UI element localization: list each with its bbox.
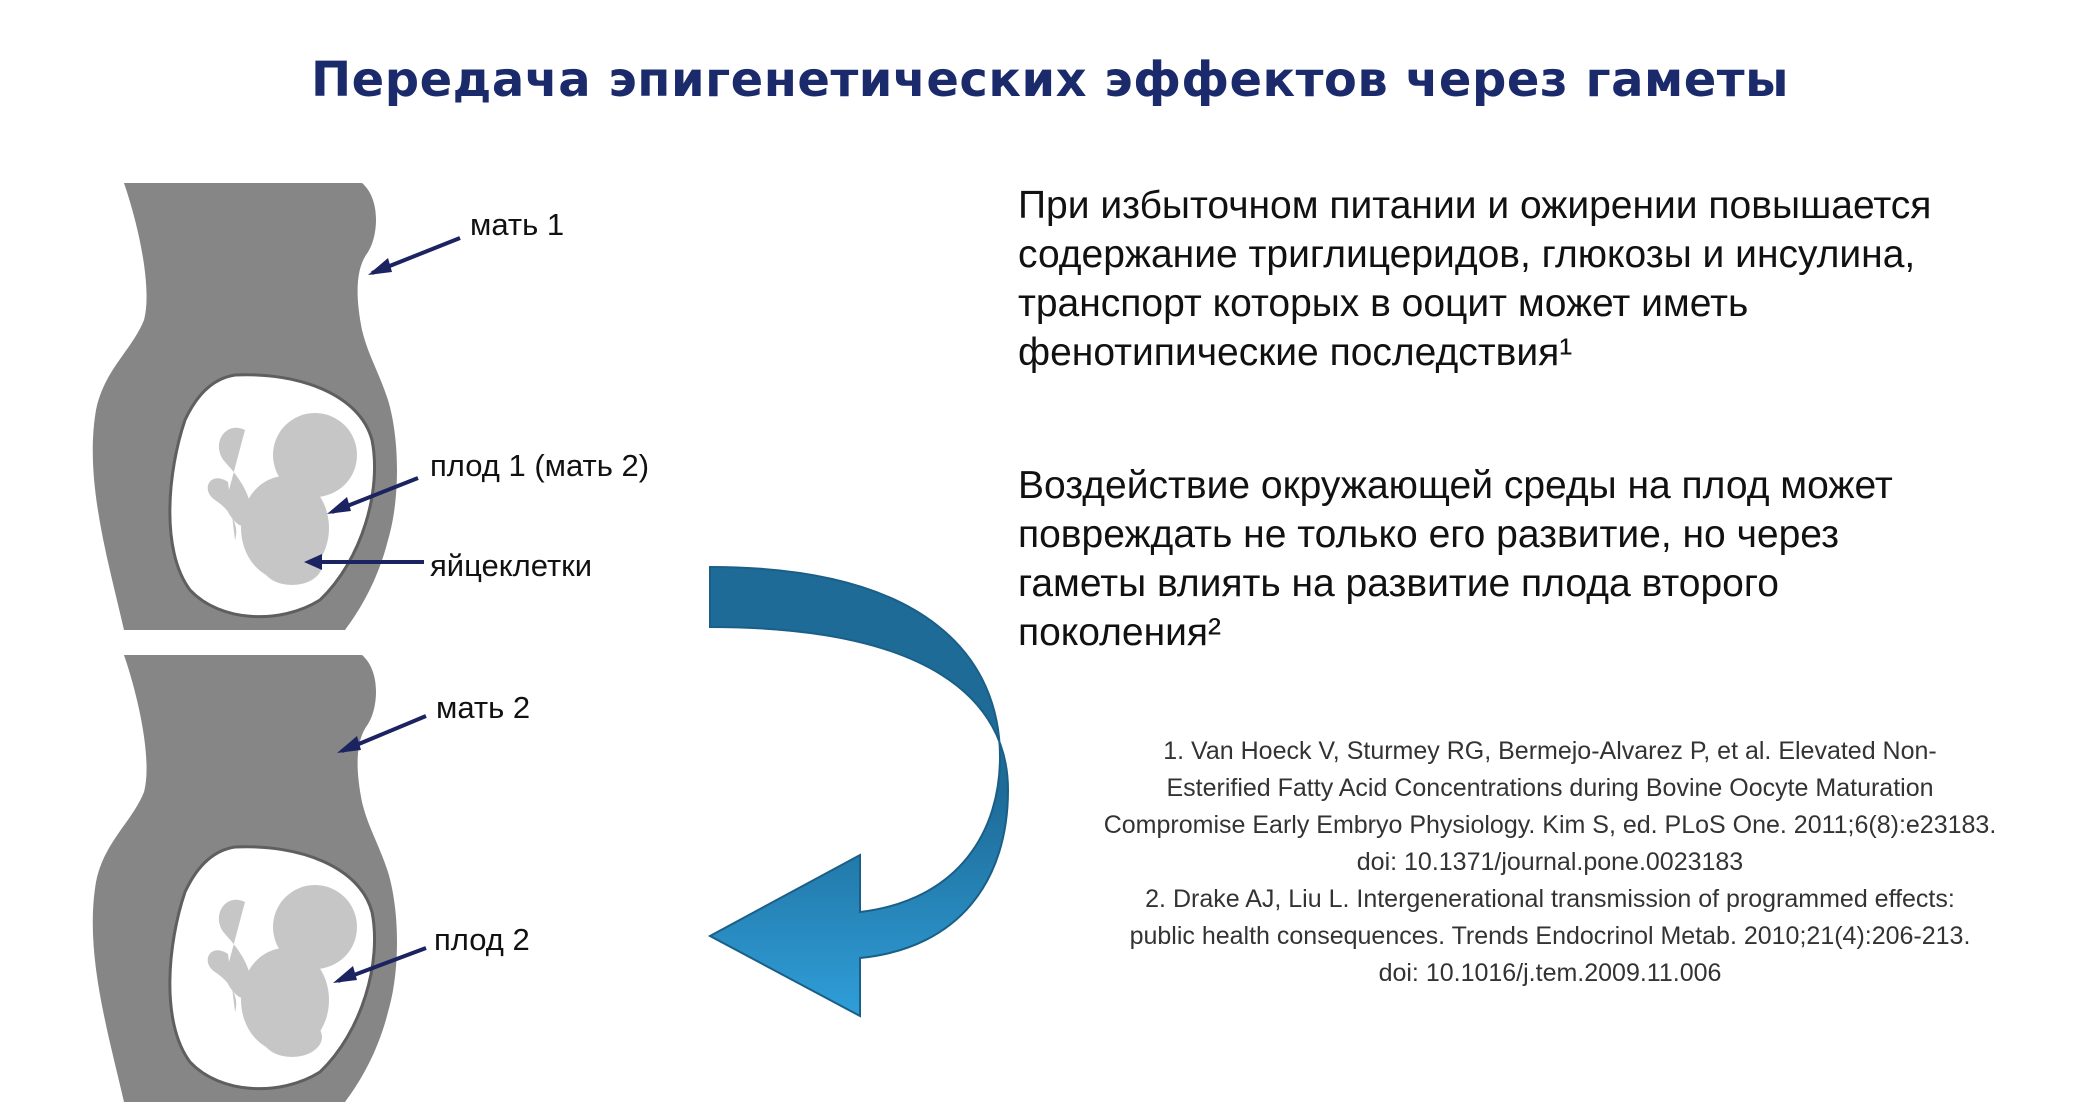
paragraph-2-line: повреждать не только его развитие, но через (1018, 513, 1839, 556)
paragraph-2-line: гаметы влиять на развитие плода второго (1018, 562, 1779, 605)
paragraph-1-line: При избыточном питании и ожирении повышается (1018, 184, 1932, 227)
label-mother2: мать 2 (436, 690, 531, 725)
reference-line: doi: 10.1016/j.tem.2009.11.006 (1378, 959, 1722, 987)
label-fetus1: плод 1 (мать 2) (430, 448, 650, 483)
slide-title: Передача эпигенетических эффектов через гаметы (311, 52, 1789, 108)
mother1-pointer-head (368, 258, 392, 275)
generation-transfer-arrow (710, 567, 1008, 1016)
reference-line: 2. Drake AJ, Liu L. Intergenerational transmission of programmed effects: (1145, 885, 1955, 913)
reference-line: public health consequences. Trends Endocrinol Metab. 2010;21(4):206-213. (1129, 922, 1971, 950)
reference-line: Compromise Early Embryo Physiology. Kim S, ed. PLoS One. 2011;6(8):e23183. (1103, 811, 1997, 839)
paragraph-environment (1018, 461, 2078, 657)
references-block (1030, 733, 2070, 992)
paragraph-1-line: фенотипические последствия¹ (1018, 331, 1573, 374)
paragraph-nutrition (1018, 181, 2078, 377)
paragraph-2-line: Воздействие окружающей среды на плод может (1018, 464, 1893, 507)
reference-line: doi: 10.1371/journal.pone.0023183 (1356, 848, 1744, 876)
label-fetus2: плод 2 (434, 922, 530, 957)
paragraph-1-line: транспорт которых в ооцит может иметь (1018, 282, 1749, 325)
reference-line: 1. Van Hoeck V, Sturmey RG, Bermejo-Alvarez P, et al. Elevated Non- (1163, 737, 1937, 765)
paragraph-1-line: содержание триглицеридов, глюкозы и инсулина, (1018, 233, 1916, 276)
paragraph-2-line: поколения² (1018, 611, 1222, 654)
pregnant-figure-2 (93, 655, 397, 1102)
label-eggs: яйцеклетки (430, 548, 593, 583)
label-mother1: мать 1 (470, 207, 565, 242)
reference-line: Esterified Fatty Acid Concentrations during Bovine Oocyte Maturation (1166, 774, 1934, 802)
